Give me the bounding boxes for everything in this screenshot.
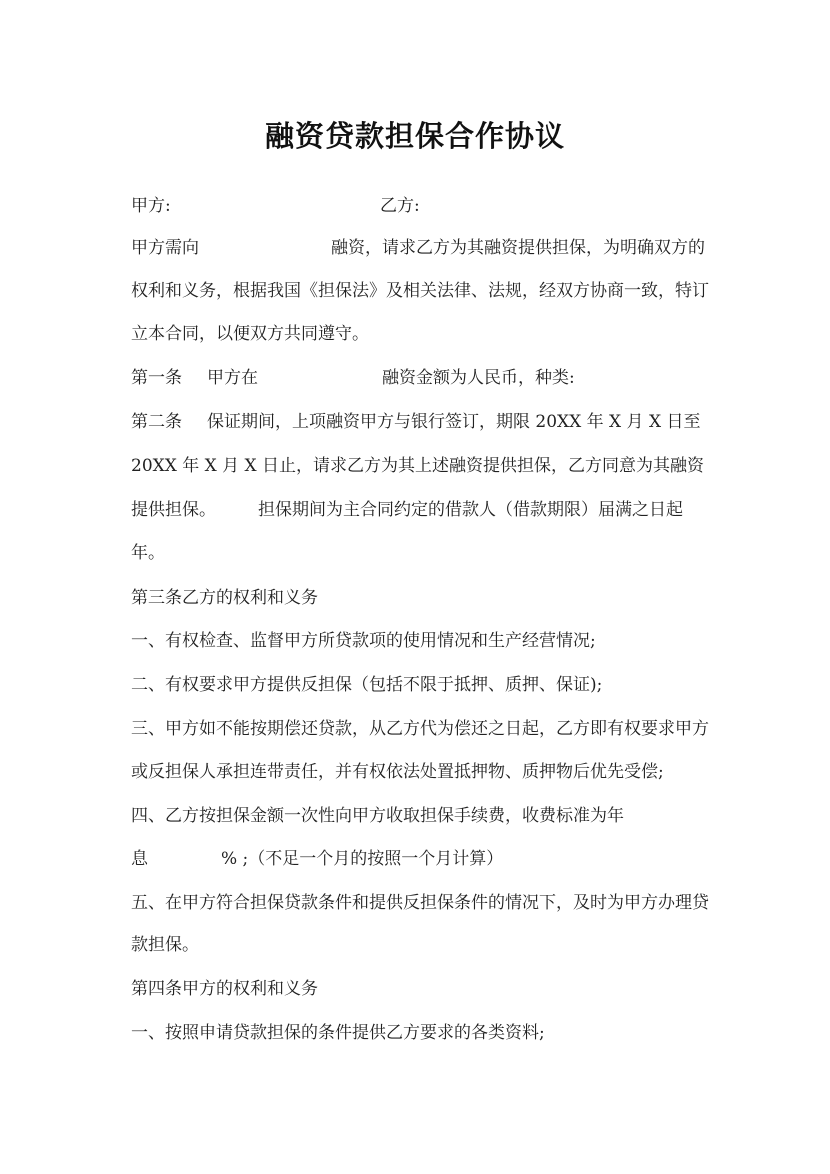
article1-label: 第一条 (131, 368, 182, 388)
article2-text: 20XX 年 X 月 X 日止，请求乙方为其上述融资提供担保，乙方同意为其融资 (131, 456, 705, 476)
article4-heading: 第四条甲方的权利和义务 (131, 979, 318, 999)
intro-text: 立本合同，以便双方共同遵守。 (131, 324, 369, 344)
intro-text: 权利和义务，根据我国《担保法》及相关法律、法规，经双方协商一致，特订 (131, 281, 709, 301)
article2-text: 保证期间，上项融资甲方与银行签订，期限 20XX 年 X 月 X 日至 (207, 412, 701, 432)
article3-item: 或反担保人承担连带责任，并有权依法处置抵押物、质押物后优先受偿; (131, 762, 664, 782)
article2-text: 提供担保。 (131, 500, 216, 520)
article2-text: 年。 (131, 543, 165, 563)
party-a-label: 甲方: (131, 196, 171, 216)
article2-text: 担保期间为主合同约定的借款人（借款期限）届满之日起 (258, 500, 683, 520)
article3-item: 四、乙方按担保金额一次性向甲方收取担保手续费，收费标准为年 (131, 806, 624, 826)
article2-label: 第二条 (131, 412, 182, 432)
article1-text: 甲方在 (207, 368, 258, 388)
article1-text: 融资金额为人民币，种类: (382, 368, 575, 388)
document-title: 融资贷款担保合作协议 (264, 119, 565, 153)
article3-item: 五、在甲方符合担保贷款条件和提供反担保条件的情况下，及时为甲方办理贷 (131, 893, 709, 913)
article3-item: % ;（不足一个月的按照一个月计算） (221, 849, 504, 869)
article3-item: 一、有权检查、监督甲方所贷款项的使用情况和生产经营情况; (131, 631, 596, 651)
intro-text: 甲方需向 (131, 238, 199, 258)
article3-item: 息 (131, 849, 148, 869)
intro-text: 融资，请求乙方为其融资提供担保，为明确双方的 (331, 238, 705, 258)
article3-item: 三、甲方如不能按期偿还贷款，从乙方代为偿还之日起，乙方即有权要求甲方 (131, 719, 709, 739)
party-b-label: 乙方: (380, 196, 420, 216)
article3-heading: 第三条乙方的权利和义务 (131, 588, 318, 608)
article4-item: 一、按照申请贷款担保的条件提供乙方要求的各类资料; (131, 1023, 545, 1043)
article3-item: 款担保。 (131, 935, 199, 955)
article3-item: 二、有权要求甲方提供反担保（包括不限于抵押、质押、保证); (131, 675, 603, 695)
